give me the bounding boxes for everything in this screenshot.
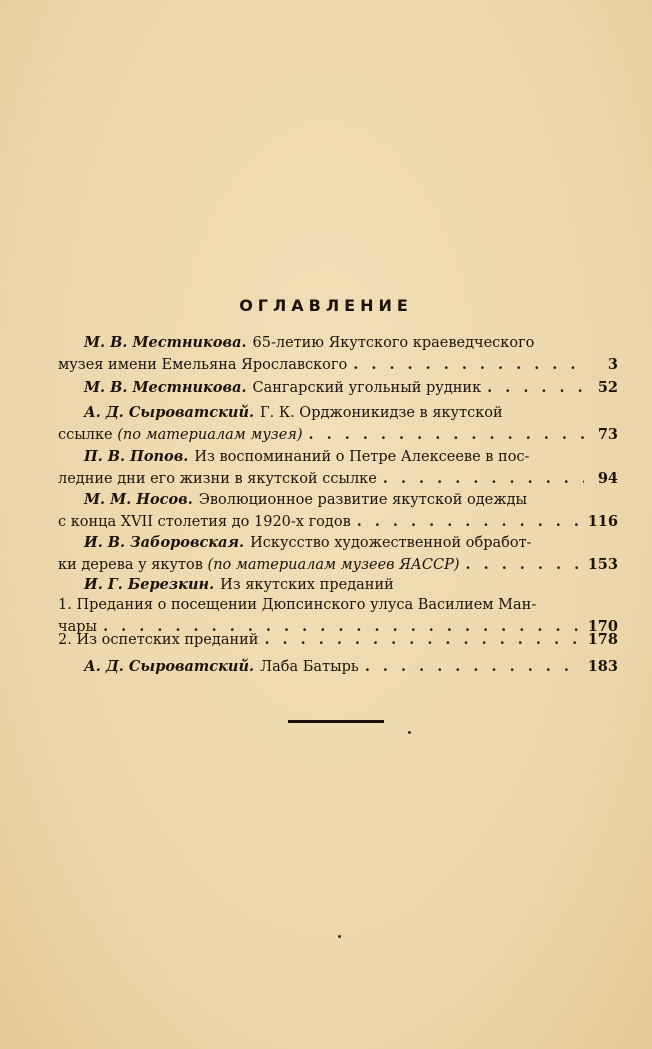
toc-title-line: Из якутских преданий [220,577,394,593]
toc-title-line: 65-летию Якутского краеведческого [252,335,535,351]
toc-title-line: ки дерева у якутов [58,557,203,573]
toc-page-number: 170 [587,618,618,635]
toc-title-line: Сангарский угольный рудник [252,380,482,396]
print-speck [408,731,411,734]
toc-title-line: музея имени Емельяна Ярославского [58,357,348,373]
toc-entry [58,656,618,678]
leader-dots [383,468,584,489]
toc-title-line: Эволюционное развитие якутской одежды [198,492,528,508]
toc-page-number: 52 [597,379,618,396]
toc-entry [58,402,618,446]
leader-dots [466,554,582,575]
leader-dots [487,377,584,398]
leader-dots [365,656,582,677]
toc-title-line: 2. Из оспетских преданий [58,632,259,648]
leader-dots [353,354,584,375]
toc-entry [58,532,618,576]
toc-title-line: 1. Предания о посещении Дюпсинского улуса Василием Ман- [58,597,537,613]
toc-title-line: Искусство художественной обработ- [250,535,532,551]
toc-author: И. Г. Березкин. [84,576,215,593]
toc-entry [58,332,618,376]
toc-title-line: ссылке [58,427,113,443]
toc-title-line: Из воспоминаний о Петре Алексееве в пос- [194,449,530,465]
toc-title-note: (по материалам музея) [117,427,303,443]
toc-page-number: 73 [597,426,618,443]
leader-dots [309,424,584,445]
page-title: ОГЛАВЛЕНИЕ [239,296,413,315]
toc-author: М. В. Местникова. [84,379,247,396]
toc-entry [58,377,618,399]
toc-title-line: Г. К. Орджоникидзе в якутской [260,405,503,421]
toc-author: И. В. Заборовская. [84,534,245,551]
end-rule [288,720,384,723]
toc-page-number: 183 [587,658,618,675]
toc-page-number: 153 [587,556,618,573]
toc-author: М. В. Местникова. [84,334,247,351]
print-speck [338,935,341,938]
toc-entry [58,489,618,533]
toc-page-number: 94 [597,470,618,487]
toc-title-line: Лаба Батырь [260,659,359,675]
leader-dots [357,511,582,532]
toc-author: П. В. Попов. [84,448,189,465]
toc-title-line: чары [58,619,98,635]
toc-entry [58,629,618,651]
toc-title-line: ледние дни его жизни в якутской ссылке [58,471,377,487]
toc-page-number: 116 [587,513,618,530]
leader-dots [264,629,581,650]
toc-entry [58,574,618,596]
toc-author: А. Д. Сыроватский. [84,658,255,675]
toc-title-note: (по материалам музеев ЯАССР) [207,557,460,573]
toc-page-number: 3 [607,356,618,373]
toc-title-line: с конца XVII столетия до 1920-х годов [58,514,351,530]
toc-entry [58,446,618,490]
toc-author: А. Д. Сыроватский. [84,404,255,421]
toc-author: М. М. Носов. [84,491,193,508]
toc-page-number: 178 [587,631,618,648]
